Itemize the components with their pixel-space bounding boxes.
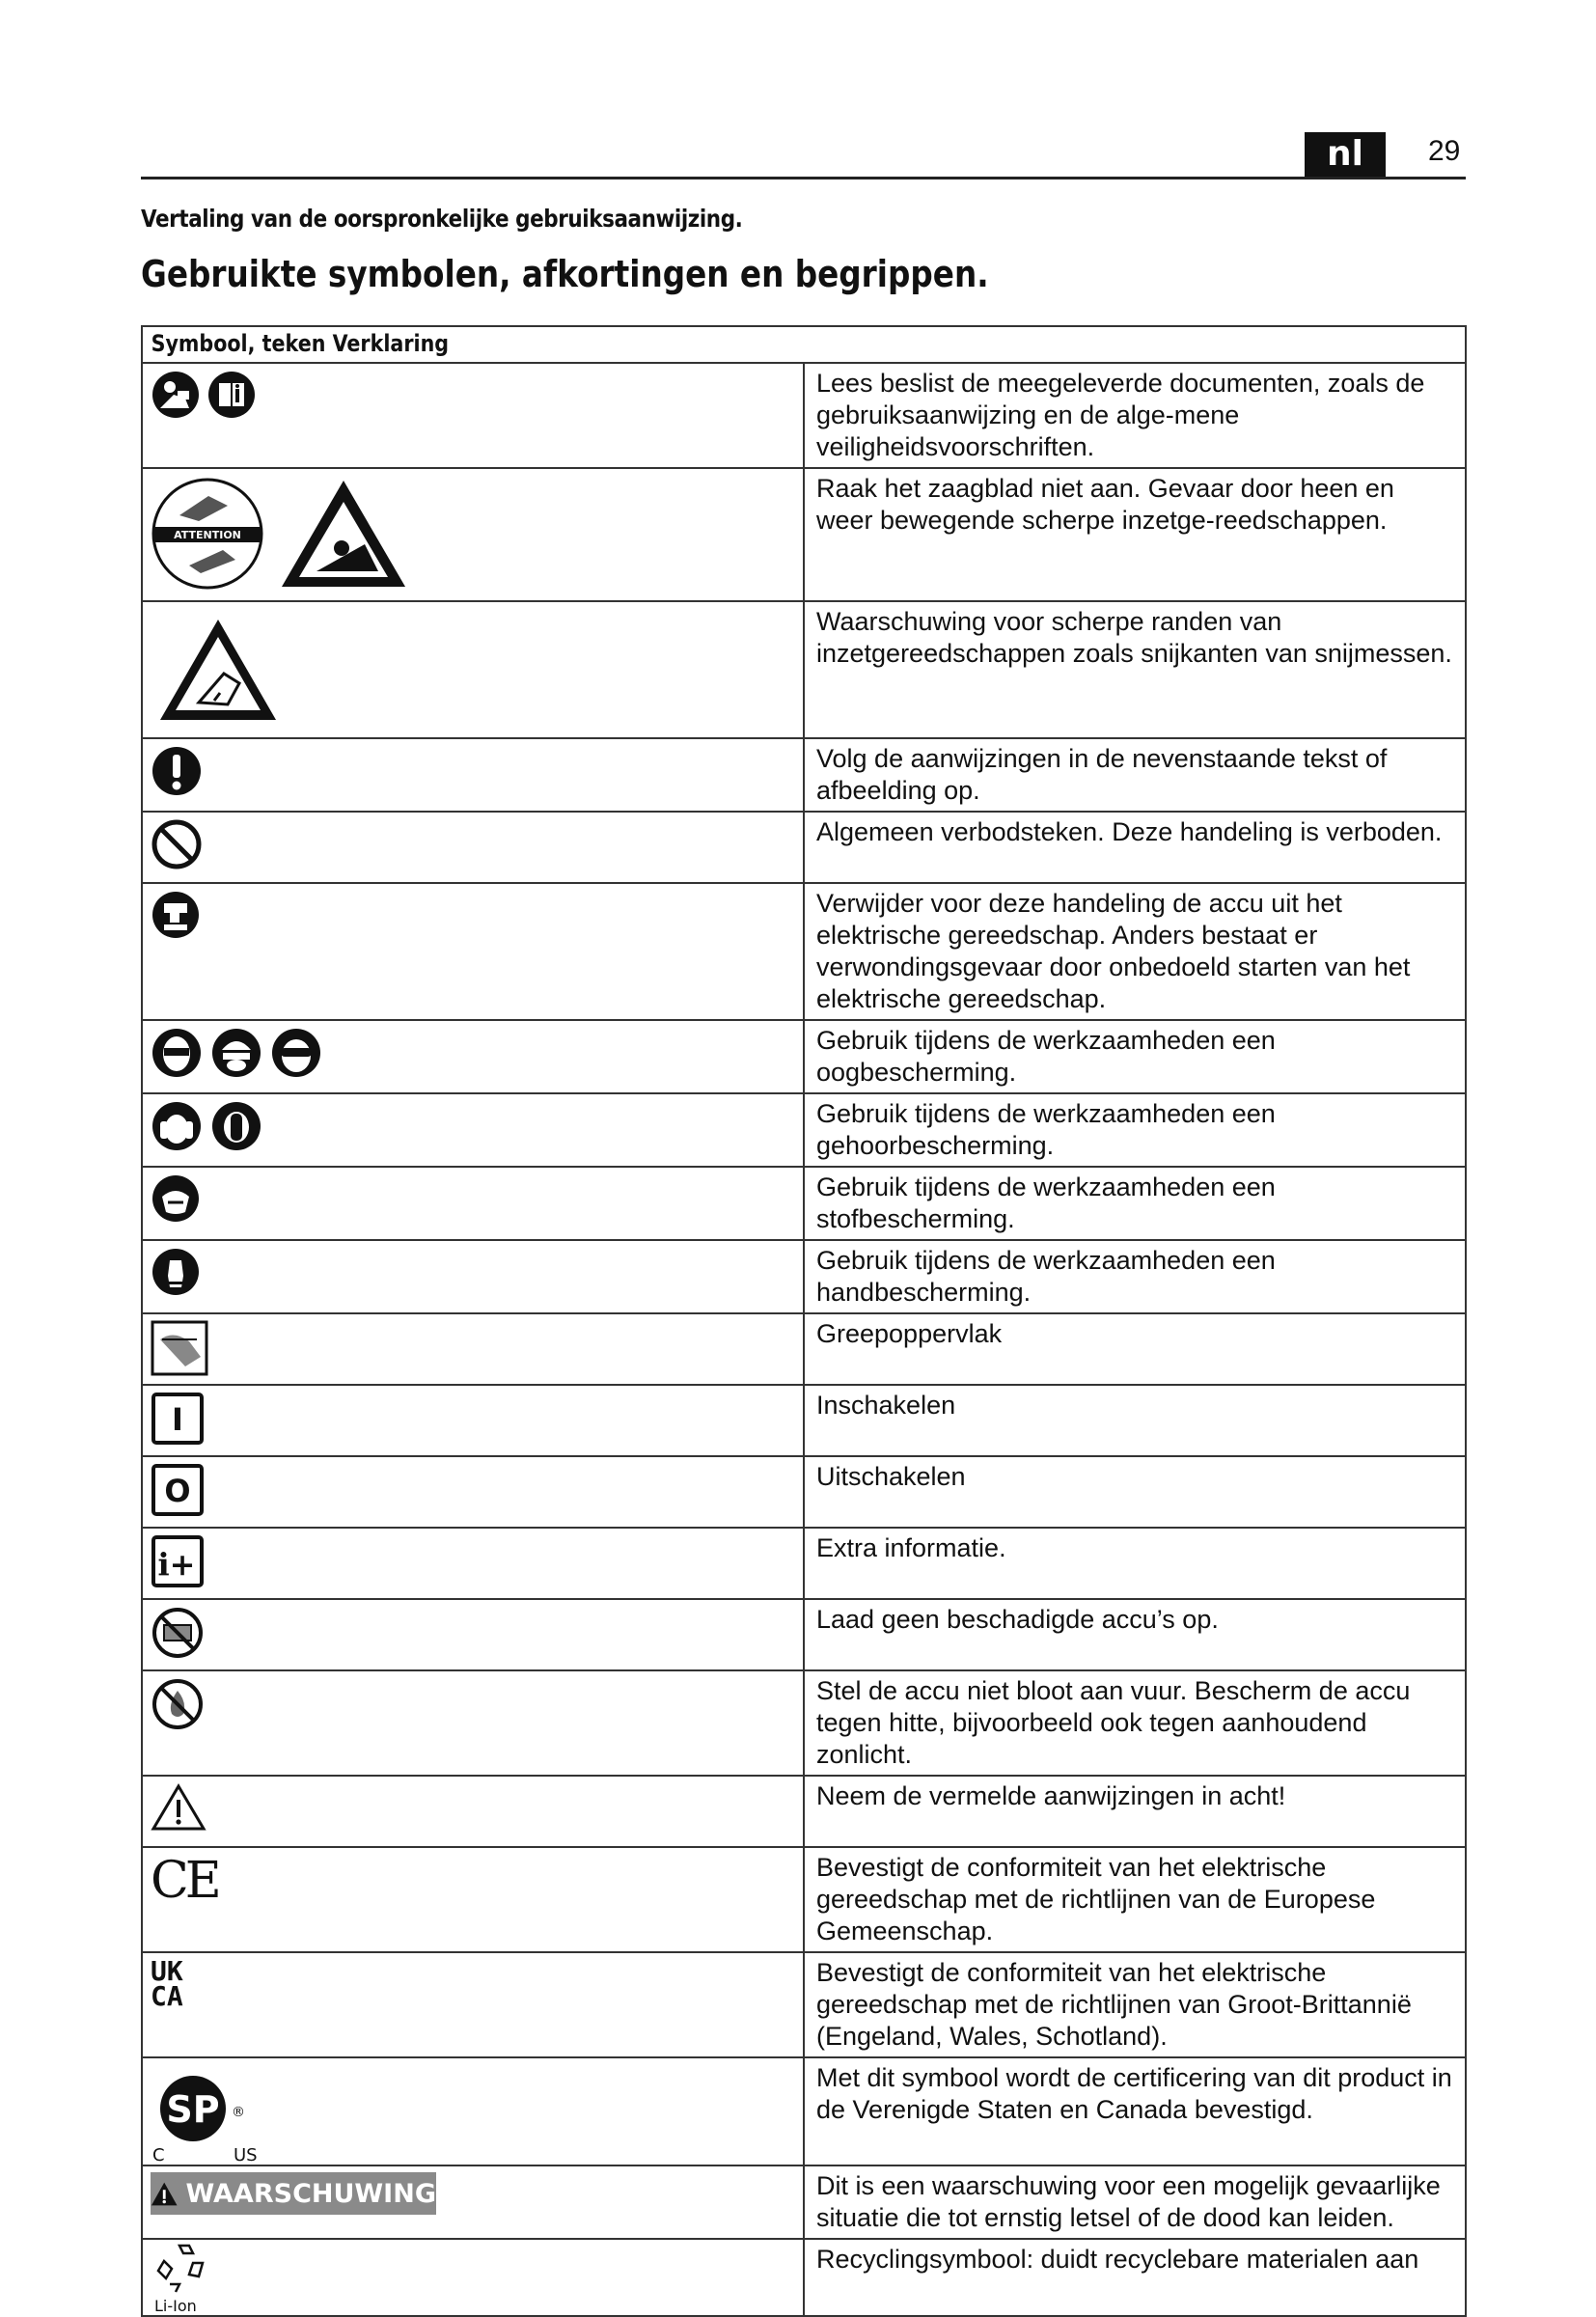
row-description: Gebruik tijdens de werkzaamheden een oogbescherming. bbox=[804, 1020, 1466, 1093]
warning-triangle-icon bbox=[151, 2181, 178, 2207]
table-row bbox=[142, 468, 1466, 601]
table-row bbox=[142, 1847, 1466, 1952]
table-row bbox=[142, 883, 1466, 1020]
info-icon bbox=[151, 1534, 205, 1588]
csa-us-label: US bbox=[234, 2145, 258, 2165]
dust-mask-icon bbox=[151, 1173, 201, 1224]
grip-surface-icon bbox=[151, 1320, 208, 1376]
table-row bbox=[142, 1456, 1466, 1528]
switch-off-symbol: O bbox=[164, 1473, 191, 1509]
no-fire-battery-icon bbox=[151, 1677, 205, 1731]
row-description: Lees beslist de meegeleverde documenten, zoals de gebruiksaanwijzing en de alge-mene veiligheidsvoorschriften. bbox=[804, 363, 1466, 468]
row-description: Bevestigt de conformiteit van het elektrische gereedschap met de richtlijnen van de Europese Gemeenschap. bbox=[804, 1847, 1466, 1952]
table-row bbox=[142, 2165, 1466, 2239]
info-symbol: i+ bbox=[157, 1546, 196, 1583]
row-description: Laad geen beschadigde accu’s op. bbox=[804, 1599, 1466, 1670]
no-charge-damaged-battery-icon bbox=[151, 1606, 205, 1660]
language-badge: nl bbox=[1305, 132, 1386, 177]
csa-mark-icon bbox=[149, 2060, 274, 2165]
ear-defenders-icon bbox=[210, 1100, 262, 1152]
recycling-icon bbox=[151, 2242, 218, 2315]
sharp-edge-warning-icon bbox=[156, 616, 280, 724]
header-rule bbox=[141, 177, 1466, 179]
table-row bbox=[142, 1385, 1466, 1456]
saw-blade-attention-icon bbox=[151, 477, 264, 591]
mandatory-instruction-icon bbox=[151, 745, 203, 797]
switch-off-icon bbox=[151, 1463, 205, 1517]
table-row bbox=[142, 1020, 1466, 1093]
row-description: Extra informatie. bbox=[804, 1528, 1466, 1599]
table-row bbox=[142, 1670, 1466, 1776]
prohibition-icon bbox=[151, 818, 203, 870]
warning-banner-icon bbox=[151, 2172, 436, 2215]
csa-c-label: C bbox=[152, 2145, 165, 2165]
row-description: Neem de vermelde aanwijzingen in acht! bbox=[804, 1776, 1466, 1847]
switch-on-icon bbox=[151, 1392, 205, 1446]
remove-battery-icon bbox=[151, 890, 201, 940]
document-subtitle: Vertaling van de oorspronkelijke gebruiksaanwijzing. bbox=[141, 205, 743, 233]
ear-muffs-icon bbox=[151, 1100, 203, 1152]
row-description: Gebruik tijdens de werkzaamheden een gehoorbescherming. bbox=[804, 1093, 1466, 1167]
ce-mark-icon: CE bbox=[151, 1852, 218, 1910]
row-description: Inschakelen bbox=[804, 1385, 1466, 1456]
row-description: Stel de accu niet bloot aan vuur. Bescherm de accu tegen hitte, bijvoorbeeld ook tegen aanhoudend zonlicht. bbox=[804, 1670, 1466, 1776]
switch-on-symbol: I bbox=[172, 1401, 183, 1438]
row-description: Raak het zaagblad niet aan. Gevaar door heen en weer bewegende scherpe inzetge-reedschappen. bbox=[804, 468, 1466, 601]
table-row bbox=[142, 601, 1466, 738]
row-description: Met dit symbool wordt de certificering van dit product in de Verenigde Staten en Canada bevestigd. bbox=[804, 2057, 1466, 2165]
row-description: Recyclingsymbool: duidt recyclebare materialen aan bbox=[804, 2239, 1466, 2316]
section-title: Gebruikte symbolen, afkortingen en begrippen. bbox=[141, 253, 989, 295]
csa-letters: SP bbox=[166, 2088, 220, 2131]
table-row bbox=[142, 2057, 1466, 2165]
cutting-hazard-triangle-icon bbox=[278, 477, 409, 591]
table-row bbox=[142, 1167, 1466, 1240]
table-header-cell bbox=[142, 326, 1466, 363]
table-row bbox=[142, 1093, 1466, 1167]
table-header-row bbox=[142, 326, 1466, 363]
row-description: Algemeen verbodsteken. Deze handeling is verboden. bbox=[804, 812, 1466, 883]
row-description: Gebruik tijdens de werkzaamheden een stofbescherming. bbox=[804, 1167, 1466, 1240]
li-ion-label: Li-Ion bbox=[154, 2297, 197, 2315]
info-book-icon bbox=[206, 370, 257, 420]
warning-banner-label: WAARSCHUWING bbox=[185, 2178, 436, 2209]
row-description: Waarschuwing voor scherpe randen van inzetgereedschappen zoals snijkanten van snijmessen. bbox=[804, 601, 1466, 738]
attention-badge-text: ATTENTION bbox=[174, 529, 241, 541]
table-row bbox=[142, 2239, 1466, 2316]
caution-triangle-icon bbox=[151, 1782, 206, 1833]
row-description: Uitschakelen bbox=[804, 1456, 1466, 1528]
table-row bbox=[142, 1599, 1466, 1670]
row-description: Verwijder voor deze handeling de accu uit het elektrische gereedschap. Anders bestaat er verwondingsgevaar door onbedoeld starten van het elektrische gereedschap. bbox=[804, 883, 1466, 1020]
table-row bbox=[142, 812, 1466, 883]
table-row bbox=[142, 738, 1466, 812]
table-header-label: Symbool, teken Verklaring bbox=[151, 330, 450, 357]
gloves-icon bbox=[151, 1247, 201, 1297]
csa-registered-mark: ® bbox=[232, 2105, 245, 2120]
table-row bbox=[142, 1528, 1466, 1599]
ukca-line-2: CA bbox=[151, 1980, 183, 2012]
table-row bbox=[142, 1776, 1466, 1847]
table-row bbox=[142, 1240, 1466, 1313]
face-shield-icon bbox=[151, 1027, 203, 1079]
symbols-table bbox=[141, 325, 1467, 2317]
table-row bbox=[142, 1313, 1466, 1385]
read-manual-icon bbox=[151, 370, 201, 420]
table-row bbox=[142, 1952, 1466, 2057]
row-description: Dit is een waarschuwing voor een mogelijk gevaarlijke situatie die tot ernstig letsel of de dood kan leiden. bbox=[804, 2165, 1466, 2239]
row-description: Greepoppervlak bbox=[804, 1313, 1466, 1385]
ukca-mark-icon bbox=[143, 1953, 803, 2015]
row-description: Bevestigt de conformiteit van het elektrische gereedschap met de richtlijnen van Groot-Brittannië (Engeland, Wales, Schotland). bbox=[804, 1952, 1466, 2057]
safety-glasses-helmet-icon bbox=[210, 1027, 262, 1079]
safety-goggles-icon bbox=[270, 1027, 322, 1079]
ukca-line-1: UK bbox=[151, 1955, 183, 1987]
row-description: Gebruik tijdens de werkzaamheden een handbescherming. bbox=[804, 1240, 1466, 1313]
table-row bbox=[142, 363, 1466, 468]
page-number: 29 bbox=[1428, 135, 1461, 167]
row-description: Volg de aanwijzingen in de nevenstaande tekst of afbeelding op. bbox=[804, 738, 1466, 812]
